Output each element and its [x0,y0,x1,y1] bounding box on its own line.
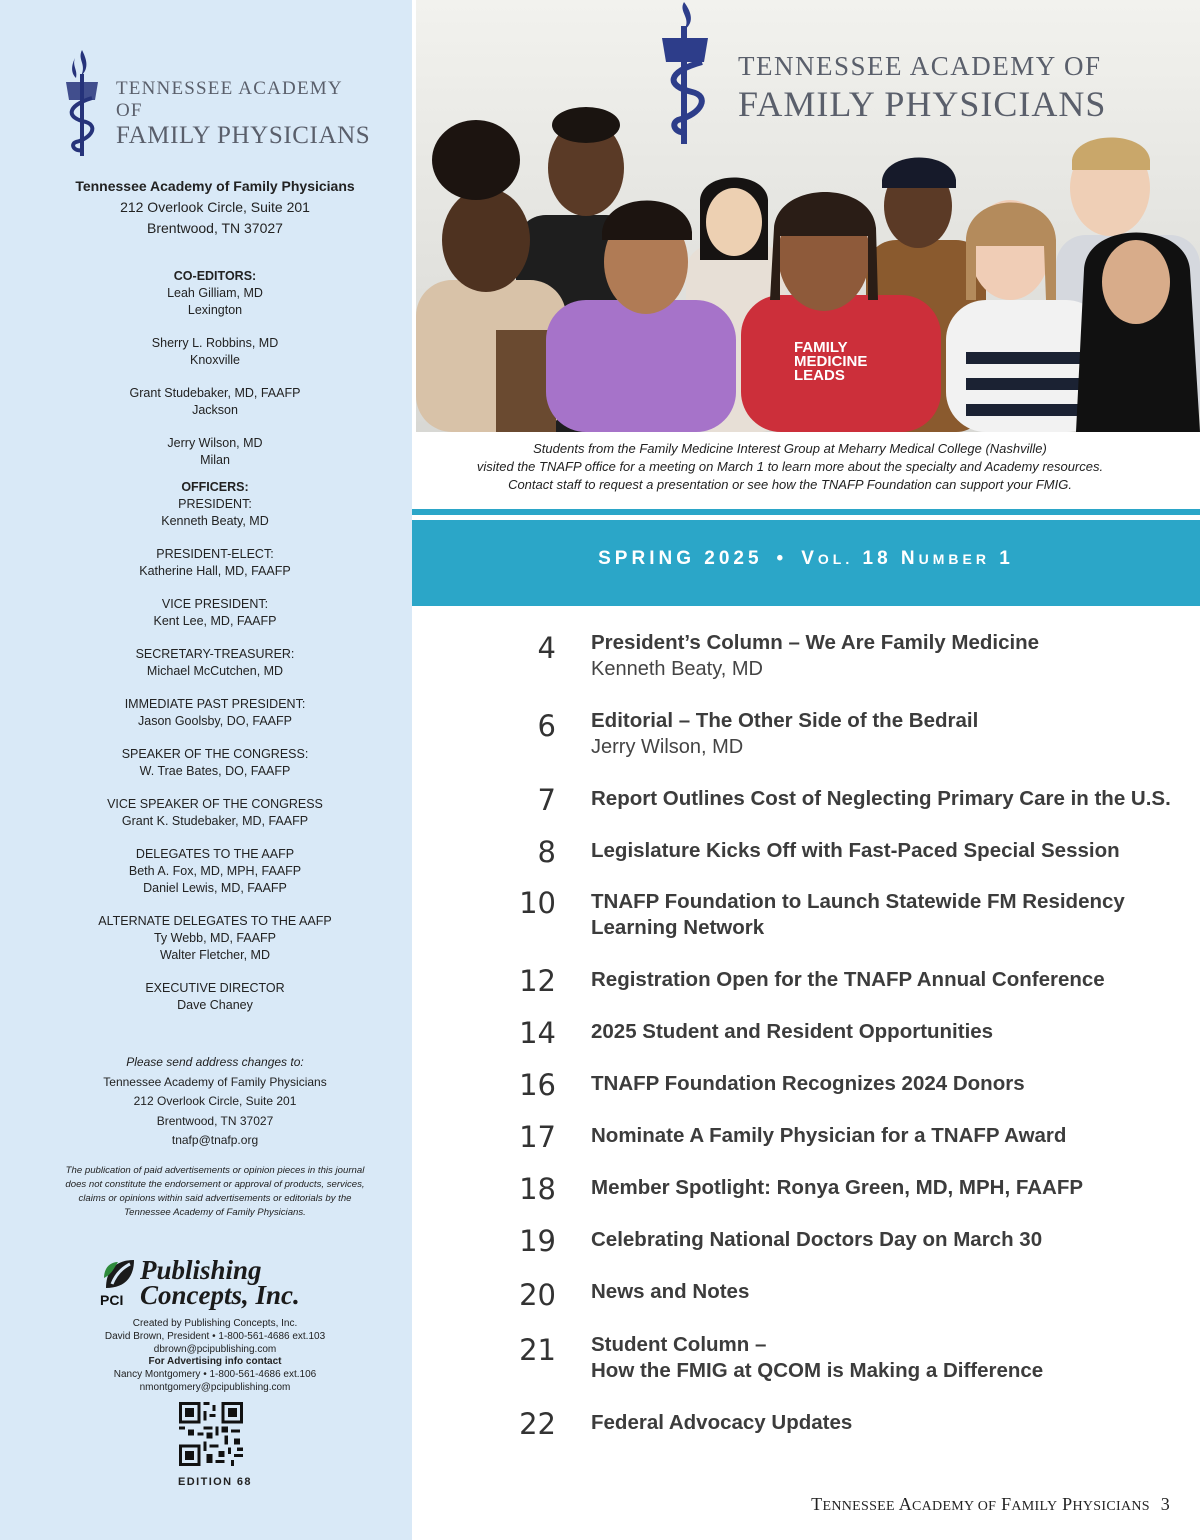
toc-page-number: 4 [537,631,556,665]
address-changes-email[interactable]: tnafp@tnafp.org [171,1133,259,1147]
officer-entry [0,913,430,964]
officer-entry [0,980,430,1014]
officer-role: EXECUTIVE DIRECTOR [145,981,285,995]
footer-word: AMILY [1011,1499,1058,1514]
caption-line-1: Students from the Family Medicine Interest Group at Meharry Medical College (Nashville) [533,441,1047,456]
pci-name-line-2: Concepts, Inc. [140,1280,300,1310]
officer-entry [0,596,430,630]
footer-word: ENNESSEE [822,1499,895,1514]
pci-leaf-icon [102,1258,138,1292]
issue-num-value: 1 [999,548,1014,569]
pci-abbr: PCI [100,1292,124,1308]
toc-title: Nominate A Family Physician for a TNAFP Award [591,1124,1067,1147]
officer-name: Katherine Hall, MD, FAAFP [139,564,291,578]
officer-name: Beth A. Fox, MD, MPH, FAAFP [128,864,302,878]
officer-entry [0,646,430,680]
toc-title-continued: How the FMIG at QCOM is Making a Difference [591,1359,1044,1382]
logo-line-2: FAMILY PHYSICIANS [116,122,371,149]
officer-name: Walter Fletcher, MD [160,948,270,962]
toc-title: Registration Open for the TNAFP Annual Conference [591,968,1105,991]
officer-role: VICE PRESIDENT: [161,597,269,611]
toc-title: TNAFP Foundation Recognizes 2024 Donors [591,1072,1025,1095]
toc-page-number: 12 [519,964,556,998]
issue-num-rest: UMBER [918,551,990,567]
officer-role: VICE SPEAKER OF THE CONGRESS [107,797,323,811]
toc-title: Legislature Kicks Off with Fast-Paced Special Session [591,839,1120,862]
coeditor-entry [0,435,430,469]
coeditor-entry [0,335,430,369]
org-street: 212 Overlook Circle, Suite 201 [120,199,310,215]
officer-role: SECRETARY-TREASURER: [135,647,295,661]
advertising-contact: Nancy Montgomery • 1-800-561-4686 ext.106 [113,1369,317,1381]
photo-caption [416,440,1164,494]
officer-role: PRESIDENT: [178,497,252,511]
address-changes-street: 212 Overlook Circle, Suite 201 [133,1094,297,1108]
coeditors-group [0,268,430,319]
issue-vol-number: 18 [862,548,892,569]
officer-role: DELEGATES TO THE AAFP [135,847,295,861]
officers-group [0,479,430,530]
officer-entry [0,746,430,780]
page-footer [811,1494,1170,1515]
officer-name: Daniel Lewis, MD, FAAFP [143,881,287,895]
coeditor-name: Sherry L. Robbins, MD [151,336,279,350]
pci-logo [100,1255,340,1314]
footer-initial: A [898,1494,912,1514]
toc-page-number: 8 [537,835,556,869]
tnafp-logo [62,48,372,158]
address-changes-prompt: Please send address changes to: [126,1055,304,1069]
coeditor-city: Knoxville [189,353,241,367]
group-photo-illustration [416,0,1200,432]
caption-line-3: Contact staff to request a presentation or see how the TNAFP Foundation can support your FMIG. [508,477,1072,492]
officer-role: SPEAKER OF THE CONGRESS: [121,747,309,761]
caption-line-2: visited the TNAFP office for a meeting on March 1 to learn more about the specialty and Academy resources. [476,459,1104,474]
toc-page-number: 20 [519,1278,556,1312]
officer-name: Grant K. Studebaker, MD, FAAFP [121,814,309,828]
issue-vol-initial: V [801,548,818,569]
toc-title: News and Notes [591,1280,750,1303]
toc-title: Celebrating National Doctors Day on March 30 [591,1228,1043,1251]
officer-name: Kent Lee, MD, FAAFP [153,614,277,628]
separator-dot-icon: • [776,548,788,569]
address-changes-org: Tennessee Academy of Family Physicians [103,1074,327,1089]
sidebar [0,0,412,1540]
cover-photo [416,0,1200,432]
officer-entry [0,546,430,580]
officer-entry [0,846,430,897]
toc-author: Jerry Wilson, MD [591,736,744,758]
accent-rule [412,509,1200,515]
officer-name: W. Trae Bates, DO, FAAFP [139,764,291,778]
wall-sign-line-2: FAMILY PHYSICIANS [738,84,1107,124]
toc-page-number: 10 [519,886,556,920]
shirt-text-line-1: FAMILY [794,339,848,356]
qr-code-icon[interactable] [179,1402,243,1466]
pci-wordmark [140,1255,300,1310]
officer-name: Jason Goolsby, DO, FAAFP [138,714,292,728]
coeditor-city: Milan [200,453,230,467]
issue-vol-rest: OL. [817,551,854,567]
org-address [0,176,430,239]
footer-word: HYSICIANS [1072,1499,1150,1514]
toc-title: TNAFP Foundation to Launch Statewide FM Residency [591,890,1125,913]
edition-number: EDITION 68 [178,1476,252,1488]
shirt-text-line-2: MEDICINE [794,353,868,370]
issue-label [412,548,1200,570]
toc-title: Report Outlines Cost of Neglecting Primary Care in the U.S. [591,787,1171,810]
publisher-president: David Brown, President • 1-800-561-4686 ext.103 [104,1330,326,1342]
person-front-5 [1076,233,1200,433]
toc-title-continued: Learning Network [591,916,765,939]
officer-name: Dave Chaney [177,998,253,1012]
officer-role: PRESIDENT-ELECT: [156,547,274,561]
pci-name-line-1: Publishing [140,1255,262,1285]
coeditors-heading: CO-EDITORS: [173,269,257,283]
officer-role: IMMEDIATE PAST PRESIDENT: [124,697,306,711]
toc-page-number: 19 [519,1224,556,1258]
footer-initial: F [1001,1494,1012,1514]
officer-entry [0,796,430,830]
toc-title: 2025 Student and Resident Opportunities [591,1020,994,1043]
footer-word: CADEMY OF [912,1499,997,1514]
toc-author: Kenneth Beaty, MD [591,658,763,680]
toc-title: Member Spotlight: Ronya Green, MD, MPH, FAAFP [591,1176,1084,1199]
officer-name: Ty Webb, MD, FAAFP [153,931,277,945]
address-changes [0,1053,430,1151]
officer-name: Kenneth Beaty, MD [161,514,269,528]
address-changes-city: Brentwood, TN 37027 [156,1113,274,1128]
org-city: Brentwood, TN 37027 [147,220,283,236]
toc-title: Student Column – [591,1333,767,1356]
coeditor-name: Leah Gilliam, MD [167,286,263,300]
logo-wordmark [116,78,372,150]
shirt-text-line-3: LEADS [794,367,845,384]
toc-page-number: 18 [519,1172,556,1206]
coeditor-name: Jerry Wilson, MD [167,436,263,450]
logo-line-1: TENNESSEE ACADEMY OF [116,78,343,121]
toc-page-number: 21 [519,1333,556,1367]
toc-page-number: 16 [519,1068,556,1102]
coeditor-name: Grant Studebaker, MD, FAAFP [129,386,301,400]
toc-page-number: 6 [537,709,556,743]
toc-title: Federal Advocacy Updates [591,1411,853,1434]
officer-name: Michael McCutchen, MD [146,664,284,678]
toc-title: President’s Column – We Are Family Medicine [591,631,1040,654]
coeditor-entry [0,385,430,419]
officer-role: ALTERNATE DELEGATES TO THE AAFP [98,914,332,928]
officer-entry [0,696,430,730]
toc-page-number: 17 [519,1120,556,1154]
masthead-roster [0,268,430,1030]
coeditor-city: Lexington [187,303,243,317]
officers-heading: OFFICERS: [181,480,249,494]
advertising-email[interactable]: nmontgomery@pcipublishing.com [139,1381,291,1393]
created-by: Created by Publishing Concepts, Inc. [132,1318,298,1329]
page-number: 3 [1160,1494,1170,1514]
footer-initial: P [1062,1494,1073,1514]
disclaimer: The publication of paid advertisements or opinion pieces in this journal does not constitute the endorsement or approval of products, services, claims or opinions within said advertisements or editorials by the Tennessee Academy of Family Physicians. [65,1165,365,1218]
footer-initial: T [811,1494,823,1514]
publisher-president-email[interactable]: dbrown@pcipublishing.com [153,1343,277,1355]
issue-banner [412,520,1200,606]
publisher-contacts [0,1318,430,1395]
caduceus-flame-icon [62,48,102,158]
toc-page-number: 14 [519,1016,556,1050]
toc-page-number: 22 [519,1407,556,1441]
issue-num-initial: N [900,548,919,569]
org-name: Tennessee Academy of Family Physicians [75,178,355,194]
advertising-heading: For Advertising info contact [148,1356,282,1368]
toc-title: Editorial – The Other Side of the Bedrail [591,709,979,732]
wall-sign-line-1: TENNESSEE ACADEMY OF [738,51,1102,81]
toc-page-number: 7 [537,783,556,817]
issue-season: SPRING 2025 [598,548,763,569]
coeditor-city: Jackson [192,403,238,417]
